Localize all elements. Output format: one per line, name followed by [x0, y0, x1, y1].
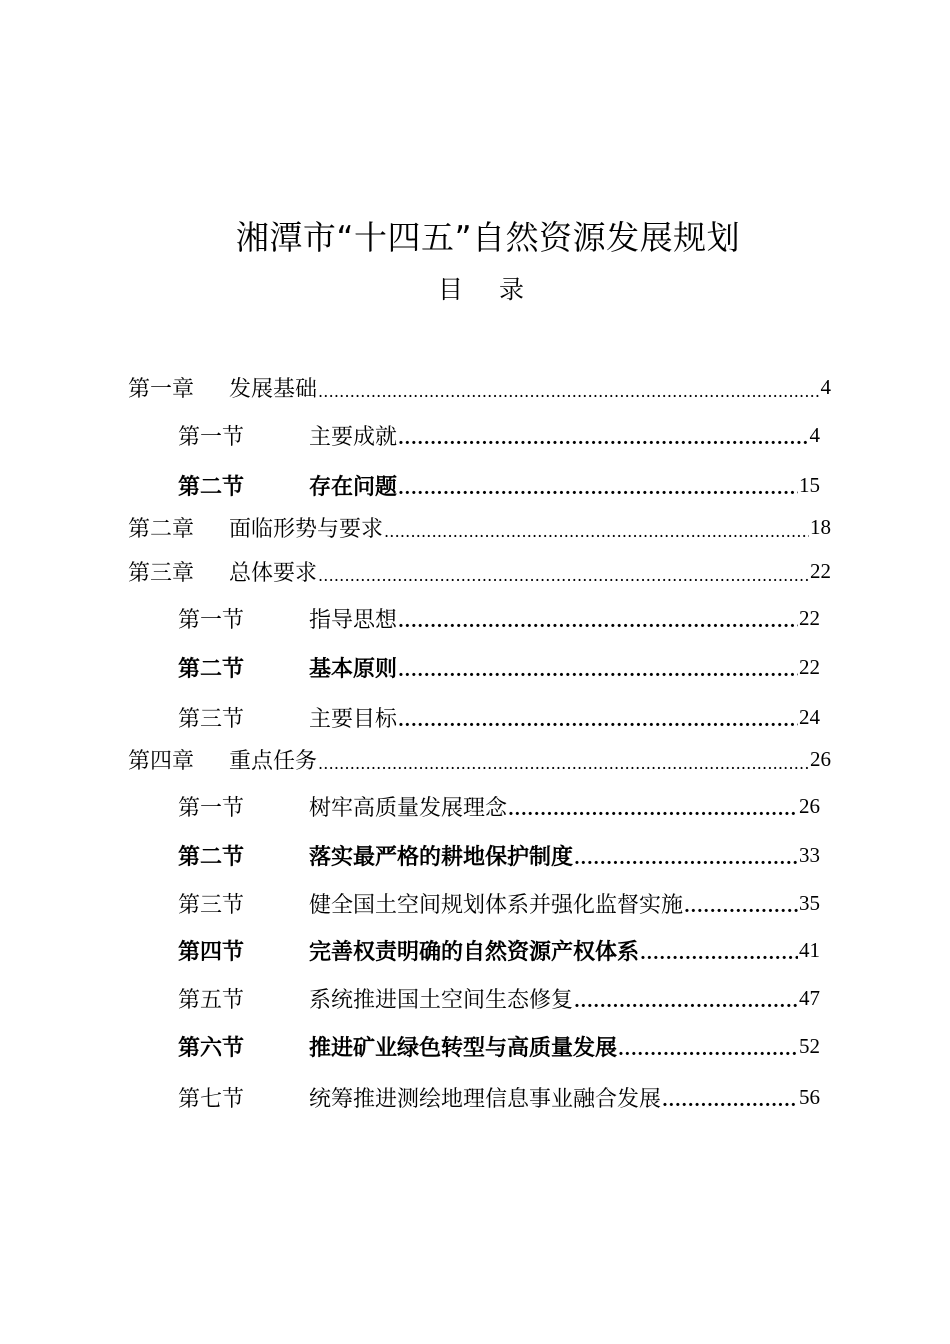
toc-entry-title: 树牢高质量发展理念: [309, 795, 508, 821]
toc-entry-title: 统筹推进测绘地理信息事业融合发展: [309, 1086, 662, 1112]
dot-leader: [618, 1040, 798, 1063]
toc-entry-page: 4: [809, 422, 820, 447]
toc-entry-label: 第一节: [178, 607, 245, 633]
toc-entry-title: 指导思想: [309, 607, 398, 633]
toc-entry-title: 健全国土空间规划体系并强化监督实施: [309, 892, 684, 918]
dot-leader: [508, 800, 798, 823]
toc-entry-title: 推进矿业绿色转型与高质量发展: [309, 1035, 618, 1061]
toc-entry[interactable]: [178, 1029, 820, 1063]
toc-entry-page: 33: [799, 842, 820, 867]
dot-leader: [640, 944, 798, 967]
toc-entry-title: 主要成就: [309, 424, 398, 450]
toc-entry[interactable]: [128, 370, 831, 404]
toc-entry-page: 4: [820, 374, 831, 399]
toc-entry-title: 面临形势与要求: [229, 516, 384, 542]
toc-entry[interactable]: [178, 700, 820, 734]
toc-entry[interactable]: [178, 601, 820, 635]
toc-entry-label: 第二节: [178, 656, 245, 682]
toc-entry-label: 第一章: [128, 376, 195, 402]
toc-entry-page: 18: [810, 514, 831, 539]
dot-leader: [574, 992, 798, 1015]
dot-leader: [398, 429, 808, 452]
toc-entry-title: 主要目标: [309, 706, 398, 732]
toc-entry-label: 第七节: [178, 1086, 245, 1112]
dot-leader: [684, 897, 798, 920]
toc-entry-page: 52: [799, 1033, 820, 1058]
dot-leader: [398, 612, 798, 635]
toc-entry-page: 41: [799, 937, 820, 962]
toc-entry[interactable]: [178, 418, 820, 452]
toc-entry-page: 22: [799, 605, 820, 630]
toc-entry[interactable]: [178, 650, 820, 684]
toc-entry[interactable]: [178, 789, 820, 823]
toc-entry-label: 第三节: [178, 892, 245, 918]
toc-entry-page: 24: [799, 704, 820, 729]
toc-entry-label: 第四节: [178, 939, 245, 965]
toc-entry-label: 第五节: [178, 987, 245, 1013]
toc-entry-page: 56: [799, 1084, 820, 1109]
dot-leader: [318, 566, 809, 588]
toc-entry[interactable]: [178, 838, 820, 872]
toc-entry-page: 26: [810, 746, 831, 771]
toc-entry-label: 第一节: [178, 424, 245, 450]
toc-entry[interactable]: [178, 933, 820, 967]
dot-leader: [318, 382, 819, 404]
toc-entry[interactable]: [178, 981, 820, 1015]
toc-entry-label: 第三章: [128, 560, 195, 586]
toc-entry-page: 35: [799, 890, 820, 915]
toc-entry-title: 基本原则: [309, 656, 398, 682]
dot-leader: [318, 754, 809, 776]
toc-entry-label: 第三节: [178, 706, 245, 732]
dot-leader: [398, 711, 798, 734]
toc-entry[interactable]: [178, 886, 820, 920]
toc-entry-title: 发展基础: [229, 376, 318, 402]
toc-entry-label: 第二节: [178, 474, 245, 500]
toc-entry-title: 完善权责明确的自然资源产权体系: [309, 939, 640, 965]
toc-entry-label: 第四章: [128, 748, 195, 774]
dot-leader: [398, 661, 798, 684]
toc-entry-page: 26: [799, 793, 820, 818]
document-title: 湘潭市“十四五”自然资源发展规划: [235, 218, 741, 257]
toc-entry[interactable]: [128, 510, 831, 544]
toc-entry-title: 存在问题: [309, 474, 398, 500]
toc-heading: 目 录: [438, 275, 538, 304]
toc-entry-label: 第一节: [178, 795, 245, 821]
toc-entry-page: 47: [799, 985, 820, 1010]
toc-entry-label: 第二章: [128, 516, 195, 542]
toc-entry[interactable]: [128, 554, 831, 588]
toc-entry-page: 15: [799, 472, 820, 497]
toc-entry-title: 总体要求: [229, 560, 318, 586]
toc-entry[interactable]: [178, 468, 820, 502]
dot-leader: [384, 522, 809, 544]
toc-entry[interactable]: [128, 742, 831, 776]
toc-entry-title: 落实最严格的耕地保护制度: [309, 844, 574, 870]
dot-leader: [398, 479, 798, 502]
toc-entry-page: 22: [799, 654, 820, 679]
toc-entry[interactable]: [178, 1080, 820, 1114]
toc-entry-label: 第二节: [178, 844, 245, 870]
dot-leader: [662, 1091, 798, 1114]
toc-entry-page: 22: [810, 558, 831, 583]
dot-leader: [574, 849, 798, 872]
toc-entry-label: 第六节: [178, 1035, 245, 1061]
toc-entry-title: 重点任务: [229, 748, 318, 774]
toc-entry-title: 系统推进国土空间生态修复: [309, 987, 574, 1013]
